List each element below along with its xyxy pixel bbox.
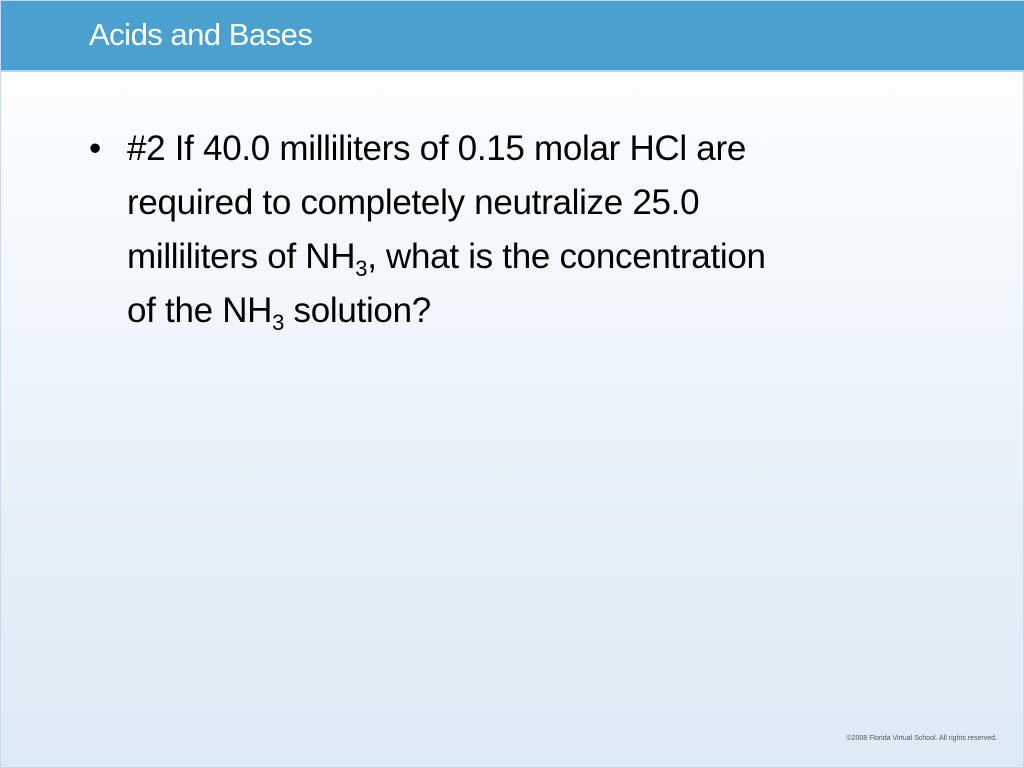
slide-title: Acids and Bases: [89, 17, 313, 52]
slide-content: [89, 122, 939, 338]
question-line-3-part-b: , what is the concentration: [367, 237, 766, 276]
question-line-4-part-b: solution?: [284, 291, 431, 330]
header-bar: [1, 1, 1024, 72]
subscript-3: 3: [272, 310, 285, 335]
question-text: [127, 122, 939, 338]
copyright-notice: ©2008 Florida Virtual School. All rights reserved.: [846, 735, 997, 742]
bullet-icon: •: [89, 129, 102, 168]
subscript-3: 3: [355, 256, 368, 281]
bullet-item: [89, 122, 939, 338]
question-line-2: required to completely neutralize 25.0: [127, 183, 700, 222]
question-line-1: #2 If 40.0 milliliters of 0.15 molar HCl are: [127, 129, 746, 168]
question-line-4-part-a: of the NH: [127, 291, 273, 330]
question-line-3-part-a: milliliters of NH: [127, 237, 356, 276]
